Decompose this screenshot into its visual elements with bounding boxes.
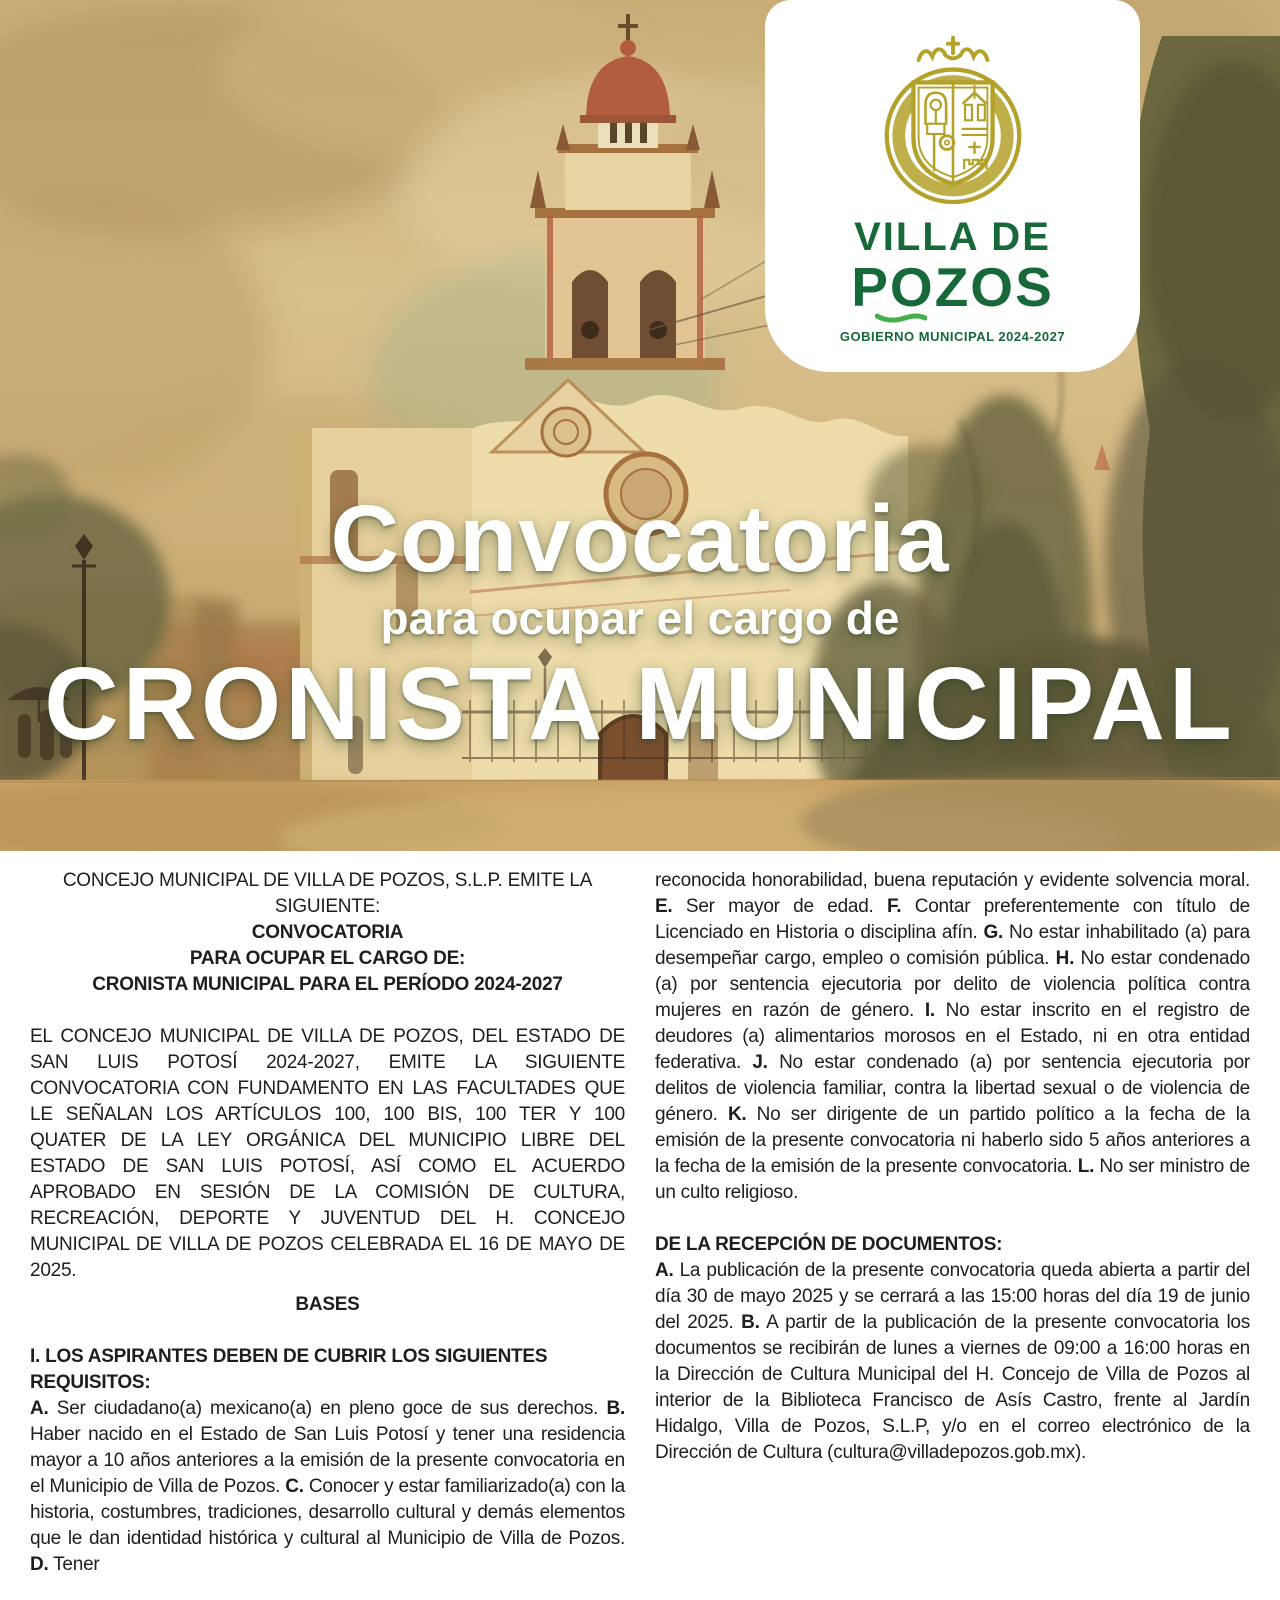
logo-wordmark-line1: VILLA DE	[854, 215, 1051, 259]
logo-tagline: GOBIERNO MUNICIPAL 2024-2027	[839, 329, 1066, 344]
bases-heading: BASES	[295, 1294, 360, 1315]
legal-paragraph: EL CONCEJO MUNICIPAL DE VILLA DE POZOS, DEL ESTADO DE SAN LUIS POTOSÍ 2024-2027, EMITE LA SIGUIENTE CONVOCATORIA CON FUNDAMENTO EN LAS FACULTADES QUE LE SEÑALAN LOS ARTÍCULOS 100, 100 BIS, 100 TER Y 100 QUATER DE LA LEY ORGÁNICA DEL MUNICIPIO LIBRE DEL ESTADO DE SAN LUIS POTOSÍ, ASÍ COMO EL ACUERDO APROBADO EN SESIÓN DE LA COMISIÓN DE CULTURA, RECREACIÓN, DEPORTE Y JUVENTUD DEL H. CONCEJO MUNICIPAL DE VILLA DE POZOS CELEBRADA EL 16 DE MAYO DE 2025.	[30, 1026, 625, 1281]
ground	[0, 765, 1280, 851]
requirements-part1: A. Ser ciudadano(a) mexicano(a) en pleno goce de sus derechos. B. Haber nacido en el Estado de San Luis Potosí y tener una residencia mayor a 10 años anteriores a la emisión de la presente convocatoria en el Municipio de Villa de Pozos. C. Conocer y estar familiarizado(a) con la historia, costumbres, tradiciones, desarrollo cultural y demás elementos que le dan identidad histórica y cultural al Municipio de Villa de Pozos. D. Tener	[30, 1398, 625, 1575]
document-body	[0, 851, 1280, 1600]
villa-de-pozos-crest-icon	[867, 34, 1039, 210]
right-column	[655, 868, 1250, 1578]
bell-opening	[572, 270, 608, 358]
requirements-heading: I. LOS ASPIRANTES DEBEN DE CUBRIR LOS SIGUIENTES REQUISITOS:	[30, 1346, 548, 1393]
reception-heading: DE LA RECEPCIÓN DE DOCUMENTOS:	[655, 1234, 1003, 1255]
bell-opening	[640, 270, 676, 358]
intro-line: CRONISTA MUNICIPAL PARA EL PERÍODO 2024-2027	[92, 974, 563, 995]
logo-swoosh-icon	[875, 310, 927, 324]
title-cronista-municipal: CRONISTA MUNICIPAL	[44, 646, 1236, 761]
left-column	[30, 868, 625, 1578]
title-convocatoria: Convocatoria	[330, 486, 950, 592]
reception-paragraph: A. La publicación de la presente convocatoria queda abierta a partir del día 30 de mayo 2025 y se cerrará a las 15:00 horas del día 19 de junio del 2025. B. A partir de la publicación de la presente convocatoria los documentos se recibirán de lunes a viernes de 09:00 a 16:00 horas en la Dirección de Cultura Municipal del H. Concejo de Villa de Pozos al interior de la Biblioteca Francisco de Asís Castro, frente al Jardín Hidalgo, Villa de Pozos, S.L.P, y/o en el correo electrónico de la Dirección de Cultura (cultura@villadepozos.gob.mx).	[655, 1260, 1250, 1463]
intro-line: CONCEJO MUNICIPAL DE VILLA DE POZOS, S.L.P. EMITE LA SIGUIENTE:	[62, 870, 593, 917]
logo-wordmark-line2: POZOS	[851, 260, 1054, 315]
intro-line: PARA OCUPAR EL CARGO DE:	[189, 948, 466, 969]
hero-title	[0, 486, 1280, 761]
title-subtitle: para ocupar el cargo de	[380, 592, 900, 644]
intro-line: CONVOCATORIA	[251, 922, 404, 943]
requirements-part2: reconocida honorabilidad, buena reputación y evidente solvencia moral. E. Ser mayor de edad. F. Contar preferentemente con título de Licenciado en Historia o disciplina afín. G. No estar inhabilitado (a) para desempeñar cargo, empleo o comisión pública. H. No estar condenado (a) por sentencia ejecutoria por delito de violencia política contra mujeres en razón de género. I. No estar inscrito en el registro de deudores (a) alimentarios morosos en el Estado, ni en otra entidad federativa. J. No estar condenado (a) por sentencia ejecutoria por delitos de violencia familiar, contra la libertad sexual o de violencia de género. K. No ser dirigente de un partido político a la fecha de la emisión de la presente convocatoria ni haberlo sido 5 años anteriores a la fecha de la emisión de la presente convocatoria. L. No ser ministro de un culto religioso.	[655, 870, 1251, 1203]
logo-card	[765, 0, 1140, 372]
